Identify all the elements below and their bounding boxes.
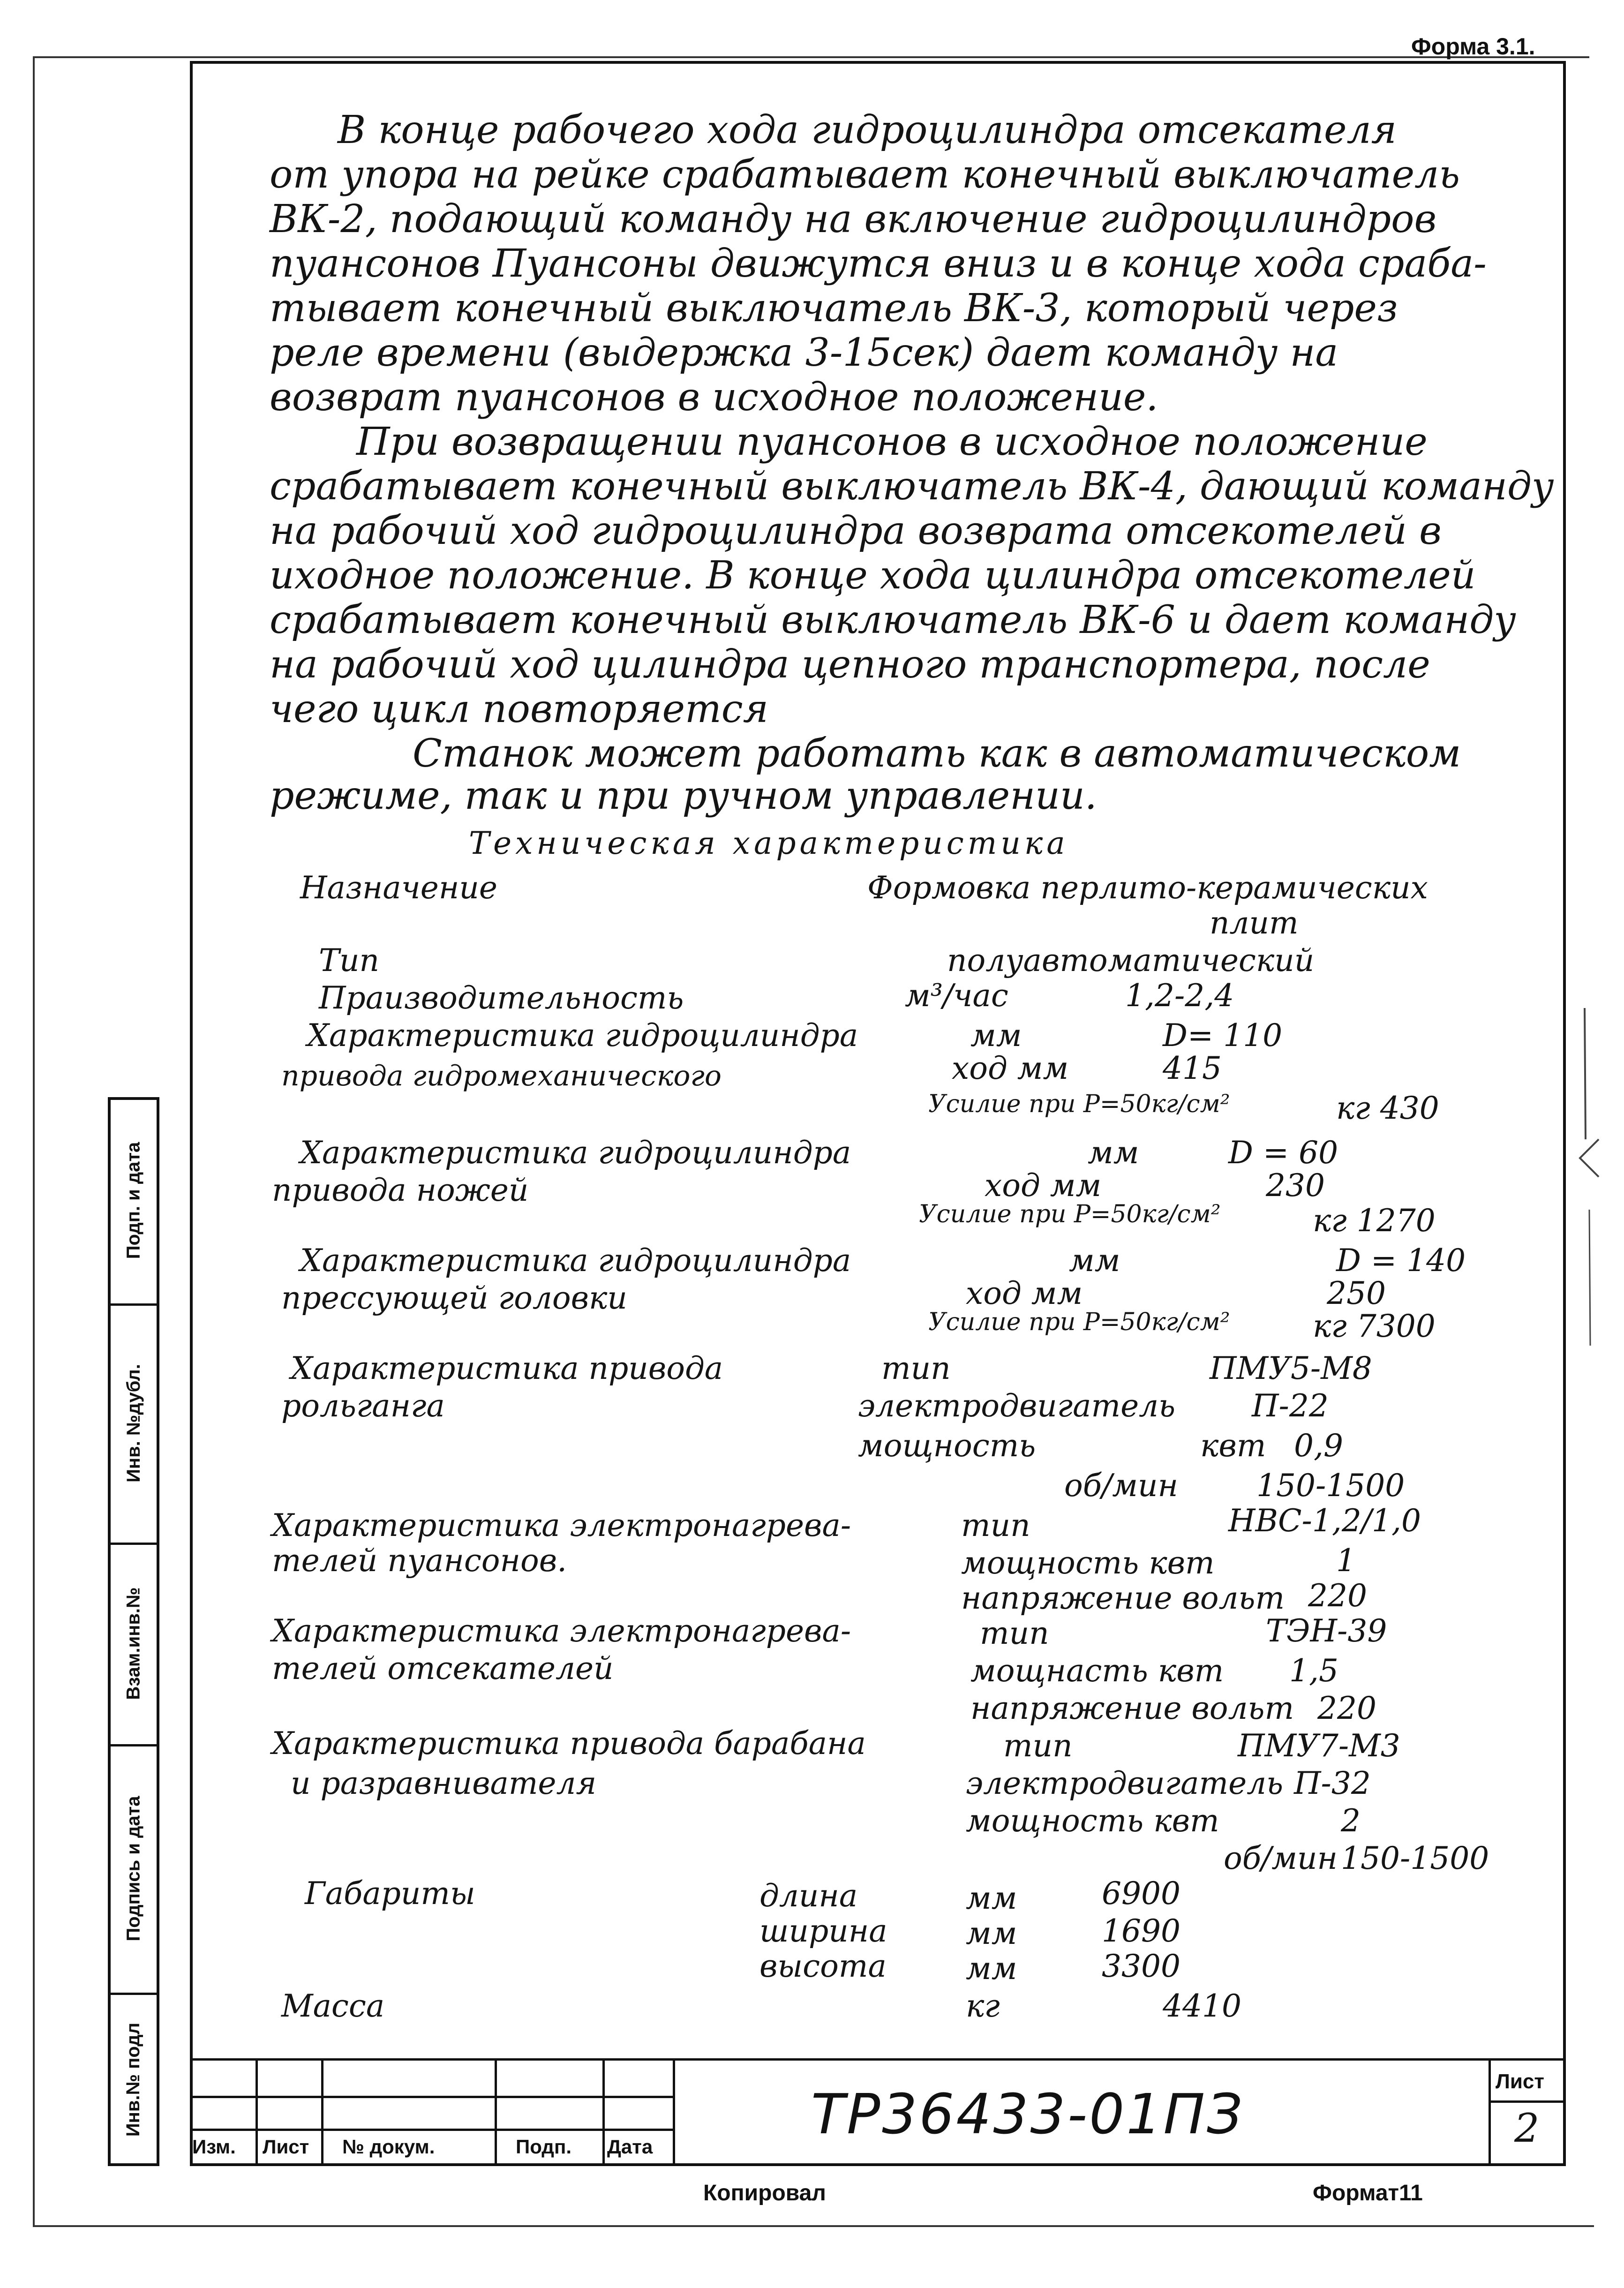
paragraph-line: от упора на рейке срабатывает конечный выключатель (270, 152, 1460, 197)
sidebar-cell-podpis: Подпись и дата (123, 1796, 144, 1941)
paragraph-line: на рабочий ход гидроцилиндра возврата отсекотелей в (270, 509, 1442, 553)
title-block-col (1489, 2058, 1491, 2166)
title-block-row (1489, 2100, 1566, 2103)
spec-label: Характеристика гидроцилиндра (300, 1242, 851, 1279)
spec-unit: ход мм (985, 1167, 1102, 1204)
footer-format: Формат11 (1313, 2181, 1423, 2205)
title-block-top (190, 2058, 1566, 2061)
spec-label: Характеристика привода барабана (272, 1725, 866, 1761)
spec-unit: мощность квт (961, 1545, 1215, 1581)
sidebar-cell-vzam: Взам.инв.№ (123, 1587, 144, 1700)
spec-unit: мощность квт (966, 1803, 1219, 1839)
spec-label: Габариты (305, 1875, 475, 1912)
title-block-col (673, 2058, 675, 2166)
spec-unit: об/мин (1224, 1840, 1338, 1876)
spec-value: плит (1210, 905, 1299, 941)
spec-value: D = 60 (1228, 1135, 1338, 1171)
spec-label: привода гидромеханического (281, 1060, 722, 1092)
spec-value: 1 (1336, 1543, 1356, 1579)
sheet-number: 2 (1514, 2105, 1540, 2151)
outer-frame-left (33, 56, 35, 2227)
spec-unit: мм (1088, 1135, 1139, 1171)
spec-unit: мм (1069, 1242, 1120, 1279)
spec-label: Характеристика электронагрева- (272, 1613, 851, 1649)
spec-value: П-32 (1294, 1765, 1371, 1801)
spec-label: Характеристика гидроцилиндра (307, 1017, 858, 1054)
col-podp: Подп. (516, 2136, 571, 2158)
spec-value: 4410 (1163, 1988, 1241, 2024)
title-block-col (495, 2058, 497, 2166)
title-block-row (190, 2129, 673, 2131)
paragraph-line: В конце рабочего хода гидроцилиндра отсекателя (338, 108, 1397, 152)
spec-unit: мощнасть квт (970, 1653, 1224, 1689)
spec-label: рольганга (281, 1388, 445, 1424)
spec-unit: мм (966, 1950, 1017, 1987)
spec-value: 150-1500 (1341, 1840, 1489, 1876)
col-docnum: № докум. (342, 2136, 435, 2158)
spec-label: Тип (319, 942, 380, 978)
paragraph-line: на рабочий ход цилиндра цепного транспортера, после (270, 642, 1430, 687)
spec-heading: Техническая характеристика (469, 825, 1069, 861)
spec-unit: кг (966, 1988, 1000, 2024)
spec-label: Масса (281, 1988, 385, 2024)
form-label: Форма 3.1. (1411, 33, 1535, 60)
spec-value: 150-1500 (1256, 1468, 1405, 1504)
spec-value: ПМУ5-М8 (1210, 1350, 1372, 1386)
spec-unit: мм (966, 1915, 1017, 1951)
paragraph-line: иходное положение. В конце хода цилиндра отсекотелей (270, 553, 1476, 598)
spec-label: высота (759, 1948, 887, 1984)
col-izm: Изм. (192, 2136, 236, 2158)
spec-unit: электродвигатель (966, 1765, 1284, 1801)
spec-value: П-22 (1252, 1388, 1329, 1424)
margin-marks (1575, 1008, 1613, 1355)
spec-label: привода ножей (272, 1172, 529, 1208)
spec-unit: ход мм (952, 1050, 1069, 1086)
spec-value: НВС-1,2/1,0 (1228, 1503, 1421, 1539)
paragraph-line: ВК-2, подающий команду на включение гидроцилиндров (270, 197, 1437, 241)
spec-unit: напряжение вольт (961, 1580, 1285, 1616)
paragraph-line: срабатывает конечный выключатель ВК-6 и дает команду (270, 598, 1516, 642)
spec-value: 220 (1317, 1690, 1376, 1726)
spec-unit: электродвигатель (858, 1388, 1176, 1424)
spec-value: 3300 (1102, 1948, 1180, 1984)
spec-value: 230 (1266, 1167, 1325, 1204)
spec-value: 0,9 (1294, 1428, 1343, 1464)
spec-value: 6900 (1102, 1875, 1180, 1912)
spec-unit: мм (970, 1017, 1022, 1054)
title-block-row (190, 2096, 673, 2098)
paragraph-line: срабатывает конечный выключатель ВК-4, дающий команду (270, 464, 1554, 509)
title-block-col (256, 2058, 258, 2166)
document-number: ТР36433-01ПЗ (811, 2082, 1244, 2146)
spec-value: 1,2-2,4 (1125, 978, 1234, 1014)
spec-label: телей отсекателей (272, 1650, 614, 1686)
spec-unit: ход мм (966, 1275, 1083, 1311)
spec-value: 2 (1341, 1803, 1361, 1839)
spec-unit: Усилие при Р=50кг/см² (919, 1200, 1221, 1228)
spec-label: Характеристика гидроцилиндра (300, 1135, 851, 1171)
spec-value: 250 (1327, 1275, 1386, 1311)
paragraph-line: Станок может работать как в автоматическом (413, 731, 1461, 776)
spec-label: Характеристика электронагрева- (272, 1507, 851, 1543)
outer-frame-bottom (33, 2225, 1594, 2227)
spec-value: 220 (1308, 1578, 1367, 1614)
spec-value: D= 110 (1163, 1017, 1283, 1054)
paragraph-line: чего цикл повторяется (270, 687, 768, 731)
spec-value: кг 1270 (1313, 1203, 1436, 1239)
spec-value: кг 430 (1336, 1090, 1439, 1126)
spec-label: длина (759, 1878, 858, 1914)
sheet-label: Лист (1496, 2070, 1544, 2093)
spec-unit: мм (966, 1880, 1017, 1916)
spec-unit: Усилие при Р=50кг/см² (928, 1090, 1230, 1118)
paragraph-line: возврат пуансонов в исходное положение. (270, 375, 1158, 420)
spec-label: и разравнивателя (291, 1765, 597, 1801)
margin-mark (1589, 1210, 1590, 1346)
paragraph-line: режиме, так и при ручном управлении. (270, 774, 1097, 818)
paragraph-line: пуансонов Пуансоны движутся вниз и в конце хода сраба- (270, 241, 1487, 286)
spec-label: Назначение (300, 870, 497, 906)
footer-copied: Копировал (703, 2181, 826, 2205)
spec-unit: Усилие при Р=50кг/см² (928, 1308, 1230, 1336)
spec-value: кг 7300 (1313, 1308, 1436, 1344)
sidebar-cell-inv-dubl: Инв. №дубл. (123, 1363, 144, 1483)
paragraph-line: тывает конечный выключатель ВК-3, который через (270, 286, 1398, 331)
sidebar-cell-podp-data: Подп. и дата (123, 1142, 144, 1259)
spec-value: 1,5 (1289, 1653, 1338, 1689)
spec-unit: тип (961, 1507, 1030, 1543)
spec-label: ширина (759, 1913, 887, 1949)
sidebar-cell-inv-podl: Инв.№ подл (123, 2022, 144, 2137)
spec-label: Праизводительность (319, 980, 684, 1016)
paragraph-line: реле времени (выдержка 3-15сек) дает команду на (270, 331, 1338, 375)
spec-label: прессующей головки (281, 1280, 627, 1316)
spec-value: полуавтоматический (947, 942, 1315, 978)
margin-mark (1580, 1139, 1599, 1177)
spec-unit: квт (1200, 1428, 1266, 1464)
spec-value: ТЭН-39 (1266, 1613, 1387, 1649)
spec-label: Характеристика привода (291, 1350, 723, 1386)
spec-unit: об/мин (1064, 1468, 1178, 1504)
title-block-col (321, 2058, 323, 2166)
spec-unit: тип (1003, 1728, 1073, 1764)
col-data: Дата (607, 2136, 653, 2158)
spec-unit: мощность (858, 1428, 1036, 1464)
spec-value: 415 (1163, 1050, 1222, 1086)
title-block-col (602, 2058, 605, 2166)
spec-value: D = 140 (1336, 1242, 1466, 1279)
spec-unit: тип (881, 1350, 951, 1386)
spec-label: телей пуансонов. (272, 1543, 567, 1579)
spec-unit: тип (980, 1615, 1049, 1651)
spec-unit: напряжение вольт (970, 1690, 1294, 1726)
spec-value: Формовка перлито-керамических (867, 870, 1428, 906)
spec-value: 1690 (1102, 1913, 1180, 1949)
outer-frame-top (33, 56, 1589, 58)
spec-unit: м³/час (905, 978, 1008, 1014)
spec-value: ПМУ7-М3 (1238, 1728, 1400, 1764)
margin-mark (1585, 1008, 1586, 1139)
paragraph-line: При возвращении пуансонов в исходное положение (356, 420, 1428, 464)
col-list: Лист (263, 2136, 309, 2158)
